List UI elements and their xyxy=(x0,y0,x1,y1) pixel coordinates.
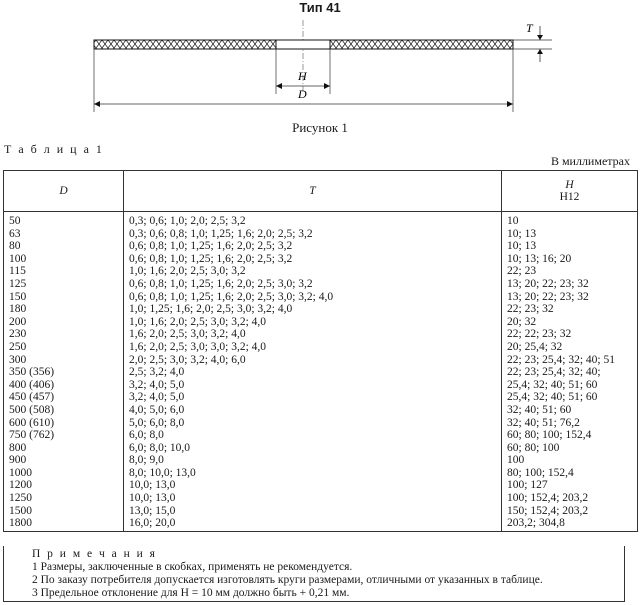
cell-h: 10; 13 xyxy=(502,240,638,253)
table-row xyxy=(4,316,638,329)
cell-t: 1,0; 1,6; 2,0; 2,5; 3,0; 3,2 xyxy=(124,265,502,278)
table-row xyxy=(4,354,638,367)
cell-t: 6,0; 8,0; 10,0 xyxy=(124,442,502,455)
table-row xyxy=(4,240,638,253)
cell-d: 1250 xyxy=(4,492,124,505)
cell-h: 10; 13 xyxy=(502,228,638,241)
units-label: В миллиметрах xyxy=(550,154,630,168)
cell-h: 22; 23; 25,4; 32; 40; xyxy=(502,366,638,379)
cell-h: 100; 152,4; 203,2 xyxy=(502,492,638,505)
cell-h: 150; 152,4; 203,2 xyxy=(502,505,638,518)
cell-d: 250 xyxy=(4,341,124,354)
table-row xyxy=(4,391,638,404)
cell-t: 0,6; 0,8; 1,0; 1,25; 1,6; 2,0; 2,5; 3,2 xyxy=(124,253,502,266)
cell-t: 0,6; 0,8; 1,0; 1,25; 1,6; 2,0; 2,5; 3,2 xyxy=(124,240,502,253)
note-1: 1 Размеры, заключенные в скобках, применять не рекомендуется. xyxy=(32,561,353,573)
wheel-section-right xyxy=(330,40,513,49)
table-row xyxy=(4,379,638,392)
table-row xyxy=(4,454,638,467)
cell-t: 13,0; 15,0 xyxy=(124,505,502,518)
cell-t: 2,0; 2,5; 3,0; 3,2; 4,0; 6,0 xyxy=(124,354,502,367)
cell-t: 1,6; 2,0; 2,5; 3,0; 3,2; 4,0 xyxy=(124,328,502,341)
type-41-wheel-diagram xyxy=(0,0,640,140)
table-row xyxy=(4,404,638,417)
cell-t: 10,0; 13,0 xyxy=(124,479,502,492)
dimensions-table xyxy=(3,170,638,532)
table-row xyxy=(4,442,638,455)
header-h-tolerance: H12 xyxy=(559,191,580,203)
cell-h: 20; 25,4; 32 xyxy=(502,341,638,354)
table-body xyxy=(4,212,638,532)
cell-h: 60; 80; 100; 152,4 xyxy=(502,429,638,442)
cell-d: 450 (457) xyxy=(4,391,124,404)
table-row xyxy=(4,366,638,379)
cell-h: 10 xyxy=(502,212,638,228)
cell-t: 3,2; 4,0; 5,0 xyxy=(124,379,502,392)
cell-d: 600 (610) xyxy=(4,417,124,430)
notes-block xyxy=(3,546,625,602)
cell-d: 900 xyxy=(4,454,124,467)
table-row xyxy=(4,278,638,291)
cell-h: 10; 13; 16; 20 xyxy=(502,253,638,266)
cell-d: 63 xyxy=(4,228,124,241)
header-h xyxy=(502,171,638,212)
cell-h: 60; 80; 100 xyxy=(502,442,638,455)
table-row xyxy=(4,291,638,304)
figure-caption: Рисунок 1 xyxy=(292,120,348,135)
cell-d: 1800 xyxy=(4,517,124,531)
cell-d: 750 (762) xyxy=(4,429,124,442)
cell-t: 1,0; 1,25; 1,6; 2,0; 2,5; 3,0; 3,2; 4,0 xyxy=(124,303,502,316)
cell-t: 0,3; 0,6; 1,0; 2,0; 2,5; 3,2 xyxy=(124,212,502,228)
cell-h: 13; 20; 22; 23; 32 xyxy=(502,291,638,304)
cell-h: 22; 23 xyxy=(502,265,638,278)
cell-d: 230 xyxy=(4,328,124,341)
cell-d: 1500 xyxy=(4,505,124,518)
header-h-symbol: H xyxy=(565,179,574,191)
cell-h: 203,2; 304,8 xyxy=(502,517,638,531)
cell-h: 32; 40; 51; 60 xyxy=(502,404,638,417)
cell-t: 16,0; 20,0 xyxy=(124,517,502,531)
cell-d: 115 xyxy=(4,265,124,278)
table-row xyxy=(4,479,638,492)
cell-h: 25,4; 32; 40; 51; 60 xyxy=(502,379,638,392)
dim-h-label: H xyxy=(298,69,307,83)
table-row xyxy=(4,417,638,430)
dim-t-label: T xyxy=(526,21,533,35)
cell-h: 13; 20; 22; 23; 32 xyxy=(502,278,638,291)
cell-t: 0,6; 0,8; 1,0; 1,25; 1,6; 2,0; 2,5; 3,0; 3,2 xyxy=(124,278,502,291)
cell-t: 1,6; 2,0; 2,5; 3,0; 3,0; 3,2; 4,0 xyxy=(124,341,502,354)
cell-h: 20; 32 xyxy=(502,316,638,329)
note-2: 2 По заказу потребителя допускается изготовлять круги размерами, отличными от указанных в таблице. xyxy=(32,574,543,586)
cell-d: 800 xyxy=(4,442,124,455)
header-t: T xyxy=(124,171,502,212)
cell-t: 5,0; 6,0; 8,0 xyxy=(124,417,502,430)
cell-d: 180 xyxy=(4,303,124,316)
table-row xyxy=(4,212,638,228)
cell-t: 6,0; 8,0 xyxy=(124,429,502,442)
header-d: D xyxy=(4,171,124,212)
cell-t: 3,2; 4,0; 5,0 xyxy=(124,391,502,404)
cell-d: 300 xyxy=(4,354,124,367)
cell-d: 50 xyxy=(4,212,124,228)
table-row xyxy=(4,265,638,278)
cell-h: 25,4; 32; 40; 51; 60 xyxy=(502,391,638,404)
cell-d: 100 xyxy=(4,253,124,266)
table-row xyxy=(4,429,638,442)
table-row xyxy=(4,303,638,316)
table-row xyxy=(4,253,638,266)
notes-title: П р и м е ч а н и я xyxy=(32,548,157,560)
cell-d: 200 xyxy=(4,316,124,329)
table-row xyxy=(4,228,638,241)
cell-t: 2,5; 3,2; 4,0 xyxy=(124,366,502,379)
cell-d: 350 (356) xyxy=(4,366,124,379)
cell-h: 80; 100; 152,4 xyxy=(502,467,638,480)
dim-d-label: D xyxy=(298,87,307,101)
cell-t: 0,3; 0,6; 0,8; 1,0; 1,25; 1,6; 2,0; 2,5; 3,2 xyxy=(124,228,502,241)
note-3: 3 Предельное отклонение для H = 10 мм должно быть + 0,21 мм. xyxy=(32,587,350,599)
cell-t: 8,0; 10,0; 13,0 xyxy=(124,467,502,480)
table-header-row xyxy=(4,171,638,212)
figure-title: Тип 41 xyxy=(299,0,341,15)
cell-d: 400 (406) xyxy=(4,379,124,392)
cell-h: 22; 23; 25,4; 32; 40; 51 xyxy=(502,354,638,367)
cell-d: 1000 xyxy=(4,467,124,480)
wheel-drawing xyxy=(0,0,640,140)
cell-d: 150 xyxy=(4,291,124,304)
cell-d: 125 xyxy=(4,278,124,291)
cell-d: 80 xyxy=(4,240,124,253)
table-row xyxy=(4,341,638,354)
wheel-section-left xyxy=(94,40,276,49)
table-row xyxy=(4,492,638,505)
cell-t: 4,0; 5,0; 6,0 xyxy=(124,404,502,417)
cell-h: 32; 40; 51; 76,2 xyxy=(502,417,638,430)
cell-h: 22; 23; 32 xyxy=(502,303,638,316)
cell-t: 1,0; 1,6; 2,0; 2,5; 3,0; 3,2; 4,0 xyxy=(124,316,502,329)
cell-d: 1200 xyxy=(4,479,124,492)
table-row xyxy=(4,328,638,341)
cell-d: 500 (508) xyxy=(4,404,124,417)
cell-t: 0,6; 0,8; 1,0; 1,25; 1,6; 2,0; 2,5; 3,0; 3,2; 4,0 xyxy=(124,291,502,304)
wheel-bore xyxy=(276,40,330,49)
table-label: Т а б л и ц а 1 xyxy=(4,142,104,156)
cell-h: 22; 22; 23; 32 xyxy=(502,328,638,341)
table-row xyxy=(4,517,638,531)
cell-h: 100 xyxy=(502,454,638,467)
cell-t: 10,0; 13,0 xyxy=(124,492,502,505)
table-row xyxy=(4,505,638,518)
cell-h: 100; 127 xyxy=(502,479,638,492)
table-row xyxy=(4,467,638,480)
cell-t: 8,0; 9,0 xyxy=(124,454,502,467)
